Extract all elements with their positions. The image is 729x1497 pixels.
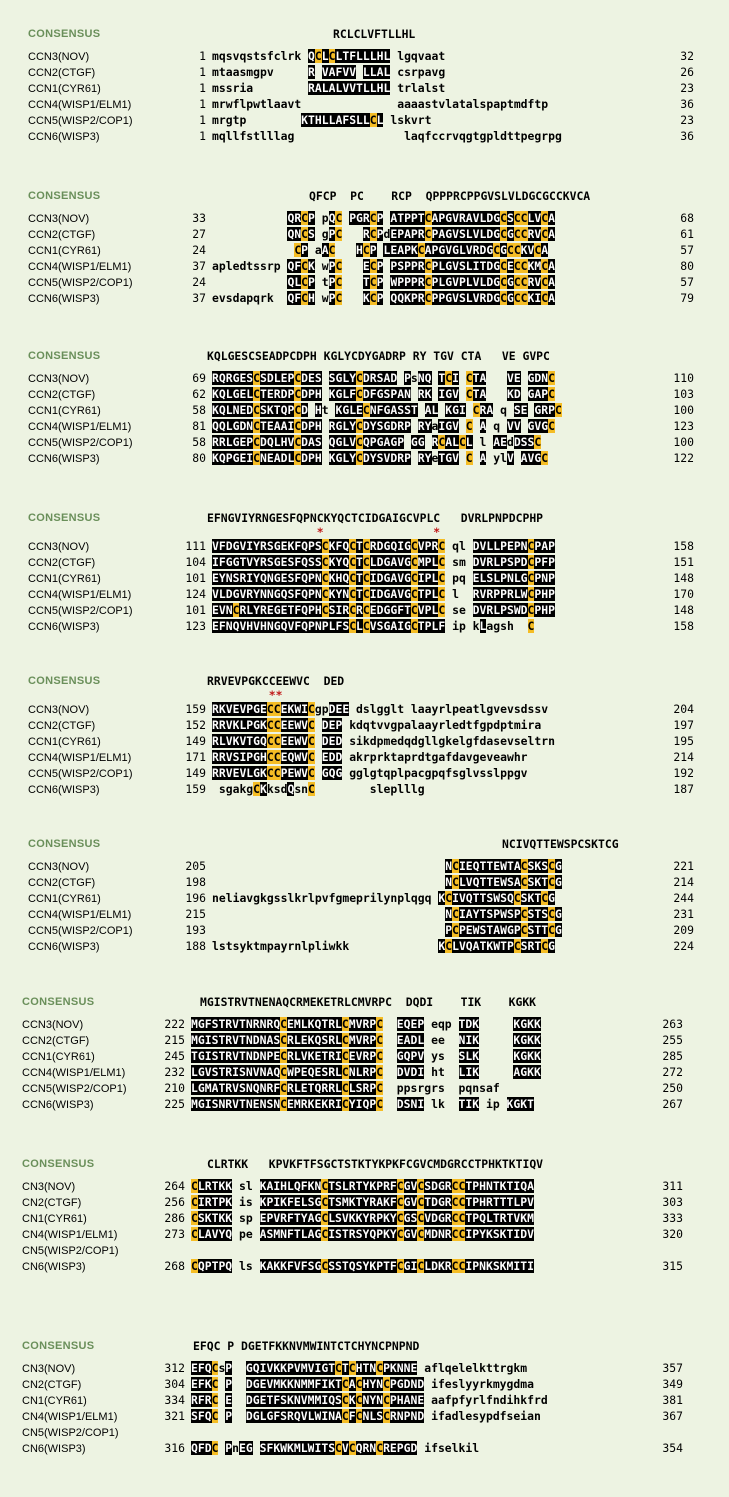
- alignment-row: [22, 1362, 683, 1376]
- sequence-residues: SFQC P DGLGFSRQVLWINACFCNLSCRNPND ifadlesypdfseian: [191, 1409, 541, 1423]
- alignment-row: [28, 436, 694, 450]
- sequence-start-position: 62: [192, 387, 206, 401]
- sequence-start-position: 69: [192, 371, 206, 385]
- consensus-sequence: NCIVQTTEWSPCSKTCG: [502, 837, 619, 851]
- sequence-name: CCN1(CYR61): [28, 83, 101, 95]
- sequence-end-position: 209: [673, 923, 694, 937]
- alignment-row: [28, 50, 694, 64]
- sequence-residues: CSKTKK sp EPVRFTYAGCLSVKKYRPKYCGSCVDGRCCTPQLTRTVKM: [191, 1211, 534, 1225]
- alignment-row: [28, 404, 694, 418]
- sequence-end-position: 214: [673, 750, 694, 764]
- consensus-label: CONSENSUS: [28, 28, 101, 40]
- alignment-row: [28, 892, 694, 906]
- sequence-name: CCN6(WISP3): [28, 941, 100, 953]
- sequence-end-position: 320: [662, 1227, 683, 1241]
- consensus-sequence: EFQC P DGETFKKNVMWINTCTCHYNCPNPND: [193, 1339, 420, 1353]
- alignment-row: [28, 876, 694, 890]
- alignment-row: [28, 228, 694, 242]
- consensus-label: CONSENSUS: [28, 350, 101, 362]
- sequence-residues: VLDGVRYNNGQSFQPNCKYNCTCIDGAVGCTPLC l RVRPPRLWCPHP: [212, 587, 555, 601]
- sequence-start-position: 225: [164, 1097, 185, 1111]
- alignment-row: [28, 420, 694, 434]
- sequence-residues: QQLGDNCTEAAICDPH RGLYCDYSGDRP RYaIGV C A q VV GVGC: [212, 419, 555, 433]
- sequence-start-position: 188: [185, 939, 206, 953]
- sequence-name: CCN4(WISP1/ELM1): [22, 1067, 126, 1079]
- sequence-name: CCN5(WISP2/COP1): [28, 115, 133, 127]
- sequence-residues: VFDGVIYRSGEKFQPSCKFQCTCRDGQIGCVPRC ql DVLLPEPNCPAP: [212, 539, 555, 553]
- sequence-residues: mtaasmgpv R VAFVV LLAL csrpavg: [212, 65, 446, 79]
- alignment-row: [28, 292, 694, 306]
- conserved-cysteine-markers: * *: [207, 525, 441, 539]
- sequence-name: CCN3(NOV): [22, 1019, 84, 1031]
- sequence-start-position: 334: [164, 1393, 185, 1407]
- sequence-name: CCN3(NOV): [28, 51, 90, 63]
- sequence-name: CN2(CTGF): [22, 1197, 82, 1209]
- sequence-end-position: 204: [673, 702, 694, 716]
- consensus-label: CONSENSUS: [22, 996, 95, 1008]
- sequence-residues: IFGGTVYRSGESFQSSCKYQCTCLDGAVGCMPLC sm DVRLPSPDCPFP: [212, 555, 555, 569]
- sequence-start-position: 215: [164, 1033, 185, 1047]
- sequence-end-position: 68: [680, 211, 694, 225]
- sequence-residues: EFNQVHVHNGQVFQPNPLFSCLCVSGAIGCTPLF ip kLagsh C: [212, 619, 535, 633]
- sequence-end-position: 103: [673, 387, 694, 401]
- consensus-label: CONSENSUS: [28, 838, 101, 850]
- sequence-name: CN3(NOV): [22, 1363, 76, 1375]
- alignment-row: [28, 82, 694, 96]
- sequence-name: CCN3(NOV): [28, 861, 90, 873]
- alignment-row: [28, 604, 694, 618]
- sequence-end-position: 61: [680, 227, 694, 241]
- consensus-label: CONSENSUS: [28, 512, 101, 524]
- sequence-end-position: 255: [662, 1033, 683, 1047]
- sequence-start-position: 264: [164, 1179, 185, 1193]
- alignment-row: [22, 1098, 683, 1112]
- sequence-start-position: 81: [192, 419, 206, 433]
- sequence-name: CN4(WISP1/ELM1): [22, 1229, 118, 1241]
- sequence-start-position: 312: [164, 1361, 185, 1375]
- sequence-end-position: 381: [662, 1393, 683, 1407]
- sequence-name: CCN1(CYR61): [28, 573, 101, 585]
- sequence-start-position: 286: [164, 1211, 185, 1225]
- sequence-name: CN3(NOV): [22, 1181, 76, 1193]
- sequence-end-position: 32: [680, 49, 694, 63]
- sequence-start-position: 1: [199, 97, 206, 111]
- sequence-start-position: 205: [185, 859, 206, 873]
- sequence-name: CCN6(WISP3): [28, 784, 100, 796]
- sequence-end-position: 311: [662, 1179, 683, 1193]
- sequence-end-position: 23: [680, 81, 694, 95]
- sequence-end-position: 100: [673, 435, 694, 449]
- sequence-start-position: 58: [192, 435, 206, 449]
- sequence-name: CCN1(CYR61): [28, 245, 101, 257]
- sequence-name: CCN1(CYR61): [28, 736, 101, 748]
- sequence-start-position: 152: [185, 718, 206, 732]
- sequence-residues: QRCP pQC PGRCP ATPPTCAPGVRAVLDGCSCCLVCA: [287, 211, 555, 225]
- sequence-residues: apledtssrp QFCK wPC ECP PSPPRCPLGVSLITDGCECCKMCA: [212, 259, 555, 273]
- sequence-name: CCN1(CYR61): [28, 893, 101, 905]
- consensus-label: CONSENSUS: [22, 1340, 95, 1352]
- sequence-residues: LGVSTRISNVNAQCWPEQESRLCNLRPC DVDI ht LIK AGKK: [191, 1065, 541, 1079]
- consensus-sequence: MGISTRVTNENAQCRMEKETRLCMVRPC DQDI TIK KGKK: [200, 995, 537, 1009]
- sequence-start-position: 215: [185, 907, 206, 921]
- sequence-start-position: 196: [185, 891, 206, 905]
- sequence-start-position: 24: [192, 275, 206, 289]
- sequence-name: CCN5(WISP2/COP1): [28, 605, 133, 617]
- alignment-row: [28, 66, 694, 80]
- sequence-start-position: 24: [192, 243, 206, 257]
- alignment-row: [28, 98, 694, 112]
- sequence-start-position: 37: [192, 259, 206, 273]
- sequence-end-position: 122: [673, 451, 694, 465]
- sequence-end-position: 158: [673, 539, 694, 553]
- consensus-sequence: EFNGVIYRNGESFQPNCKYQCTCIDGAIGCVPLC DVRLPNPDCPHP: [207, 511, 544, 525]
- sequence-residues: RRVEVLGKCCPEWVC GQG gglgtqplpacgpqfsglvsslppgv: [212, 766, 528, 780]
- sequence-name: CCN3(NOV): [28, 704, 90, 716]
- sequence-residues: MGISNRVTNENSNCEMRKEKRICYIQPC DSNI lk TIK ip KGKT: [191, 1097, 534, 1111]
- sequence-end-position: 23: [680, 113, 694, 127]
- sequence-residues: CQPTPQ ls KAKKFVFSGCSSTQSYKPTFCGICLDKRCCIPNKSKMITI: [191, 1259, 534, 1273]
- alignment-row: [22, 1378, 683, 1392]
- alignment-row: [28, 556, 694, 570]
- sequence-start-position: 245: [164, 1049, 185, 1063]
- sequence-start-position: 123: [185, 619, 206, 633]
- alignment-row: [28, 452, 694, 466]
- sequence-residues: PCPEWSTAWGPCSTTCG: [445, 923, 562, 937]
- sequence-end-position: 357: [662, 1361, 683, 1375]
- sequence-name: CCN6(WISP3): [28, 453, 100, 465]
- consensus-label: CONSENSUS: [28, 190, 101, 202]
- alignment-row: [28, 908, 694, 922]
- sequence-end-position: 285: [662, 1049, 683, 1063]
- sequence-start-position: 159: [185, 782, 206, 796]
- alignment-row: [22, 1410, 683, 1424]
- sequence-residues: EFKC P DGEVMKKNMMFIKTCACHYNCPGDND ifeslyyrkmygdma: [191, 1377, 534, 1391]
- sequence-start-position: 1: [199, 113, 206, 127]
- sequence-name: CCN5(WISP2/COP1): [22, 1083, 127, 1095]
- sequence-residues: RRLGEPCDQLHVCDAS QGLVCQPGAGP GG RCALCL l AEdDSSC: [212, 435, 542, 449]
- sequence-residues: KQPGEICNEADLCDPH KGLYCDYSVDRP RYeTGV C A ylV AVGC: [212, 451, 549, 465]
- sequence-residues: KQLGELCTERDPCDPH KGLFCDFGSPAN RK IGV CTA KD GAPC: [212, 387, 555, 401]
- sequence-residues: lstsyktmpayrnlpliwkk KCLVQATKWTPCSRTCG: [212, 939, 555, 953]
- sequence-end-position: 110: [673, 371, 694, 385]
- sequence-name: CN1(CYR61): [22, 1213, 87, 1225]
- sequence-residues: RKVEVPGECCEKWICgpDEE dslgglt laayrlpeatlgvevsdssv: [212, 702, 549, 716]
- alignment-row: [22, 1394, 683, 1408]
- sequence-end-position: 244: [673, 891, 694, 905]
- sequence-end-position: 158: [673, 619, 694, 633]
- sequence-end-position: 231: [673, 907, 694, 921]
- sequence-name: CCN4(WISP1/ELM1): [28, 421, 132, 433]
- sequence-residues: RRVKLPGKCCEEWVC DEP kdqtvvgpalaayrledtfgpdptmira: [212, 718, 542, 732]
- sequence-residues: RLVKVTGQCCEEWVC DED sikdpmedqdgllgkelgfdasevseltrn: [212, 734, 555, 748]
- sequence-residues: TGISTRVTNDNPECRLVKETRICEVRPC GQPV ys SLK KGKK: [191, 1049, 541, 1063]
- sequence-name: CCN5(WISP2/COP1): [28, 277, 133, 289]
- sequence-end-position: 221: [673, 859, 694, 873]
- sequence-end-position: 26: [680, 65, 694, 79]
- consensus-sequence: QFCP PC RCP QPPPRCPPGVSLVLDGCGCCKVCA: [309, 189, 591, 203]
- alignment-row: [22, 1180, 683, 1194]
- sequence-start-position: 232: [164, 1065, 185, 1079]
- alignment-row: [22, 1066, 683, 1080]
- sequence-start-position: 149: [185, 766, 206, 780]
- sequence-residues: mqllfstlllag laqfccrvqgtgpldttpegrpg: [212, 129, 562, 143]
- sequence-residues: MGISTRVTNDNASCRLEKQSRLCMVRPC EADL ee NIK KGKK: [191, 1033, 541, 1047]
- sequence-residues: LGMATRVSNQNRFCRLETQRRLCLSRPC ppsrgrs pqnsaf: [191, 1081, 500, 1095]
- sequence-start-position: 124: [185, 587, 206, 601]
- sequence-name: CCN4(WISP1/ELM1): [28, 261, 132, 273]
- sequence-name: CCN4(WISP1/ELM1): [28, 99, 132, 111]
- sequence-end-position: 36: [680, 97, 694, 111]
- alignment-row: [22, 1034, 683, 1048]
- alignment-row: [22, 1426, 683, 1440]
- alignment-row: [22, 1260, 683, 1274]
- consensus-sequence: RCLCLVFTLLHL: [333, 27, 416, 41]
- sequence-start-position: 193: [185, 923, 206, 937]
- alignment-row: [28, 940, 694, 954]
- sequence-residues: QLCP tPC TCP WPPPRCPLGVPLVLDGCGCCRVCA: [287, 275, 555, 289]
- sequence-name: CN2(CTGF): [22, 1379, 82, 1391]
- alignment-row: [28, 860, 694, 874]
- alignment-row: [28, 114, 694, 128]
- alignment-row: [22, 1018, 683, 1032]
- alignment-row: [28, 372, 694, 386]
- sequence-residues: CIRTPK is KPIKFELSGCTSMKTYRAKFCGVCTDGRCCTPHRTTTLPV: [191, 1195, 534, 1209]
- sequence-end-position: 367: [662, 1409, 683, 1423]
- sequence-name: CCN6(WISP3): [22, 1099, 94, 1111]
- sequence-name: CCN2(CTGF): [28, 877, 96, 889]
- sequence-end-position: 187: [673, 782, 694, 796]
- sequence-name: CCN5(WISP2/COP1): [28, 768, 133, 780]
- sequence-residues: NCLVQTTEWSACSKTCG: [445, 875, 562, 889]
- sequence-residues: EVNCRLYREGETFQPHCSIRCRCEDGGFTCVPLC se DVRLPSWDCPHP: [212, 603, 555, 617]
- sequence-residues: NCIAYTSPWSPCSTSCG: [445, 907, 562, 921]
- alignment-row: [28, 540, 694, 554]
- alignment-row: [22, 1228, 683, 1242]
- sequence-end-position: 57: [680, 243, 694, 257]
- alignment-row: [28, 588, 694, 602]
- alignment-row: [28, 767, 694, 781]
- consensus-sequence: CLRTKK KPVKFTFSGCTSTKTYKPKFCGVCMDGRCCTPHKTKTIQV: [207, 1157, 544, 1171]
- sequence-end-position: 195: [673, 734, 694, 748]
- alignment-row: [22, 1442, 683, 1456]
- sequence-residues: MGFSTRVTNRNRQCEMLKQTRLCMVRPC EQEP eqp TDK KGKK: [191, 1017, 541, 1031]
- sequence-name: CCN6(WISP3): [28, 131, 100, 143]
- alignment-row: [22, 1082, 683, 1096]
- sequence-residues: mrgtp KTHLLAFSLLCL lskvrt: [212, 113, 432, 127]
- sequence-end-position: 272: [662, 1065, 683, 1079]
- consensus-sequence: KQLGESCSEADPCDPH KGLYCDYGADRP RY TGV CTA VE GVPC: [207, 349, 550, 363]
- sequence-name: CCN1(CYR61): [28, 405, 101, 417]
- sequence-end-position: 100: [673, 403, 694, 417]
- sequence-residues: sgakgCKksdQsnC sleplllg: [218, 782, 425, 796]
- sequence-start-position: 268: [164, 1259, 185, 1273]
- sequence-residues: RQRGESCSDLEPCDES SGLYCDRSAD PsNQ TCI CTA VE GDNC: [212, 371, 555, 385]
- sequence-end-position: 224: [673, 939, 694, 953]
- sequence-name: CN5(WISP2/COP1): [22, 1245, 119, 1257]
- sequence-end-position: 250: [662, 1081, 683, 1095]
- sequence-residues: KQLNEDCSKTQPCD Ht KGLECNFGASST AL KGI CRA q SE GRPC: [212, 403, 562, 417]
- sequence-name: CCN2(CTGF): [28, 67, 96, 79]
- sequence-name: CCN1(CYR61): [22, 1051, 95, 1063]
- sequence-end-position: 170: [673, 587, 694, 601]
- sequence-name: CCN4(WISP1/ELM1): [28, 589, 132, 601]
- consensus-label: CONSENSUS: [22, 1158, 95, 1170]
- sequence-name: CCN3(NOV): [28, 541, 90, 553]
- sequence-residues: mssria RALALVVTLLHL trlalst: [212, 81, 446, 95]
- sequence-start-position: 37: [192, 291, 206, 305]
- sequence-end-position: 57: [680, 275, 694, 289]
- sequence-end-position: 267: [662, 1097, 683, 1111]
- sequence-residues: mrwflpwtlaavt aaaastvlatalspaptmdftp: [212, 97, 549, 111]
- alignment-row: [22, 1050, 683, 1064]
- sequence-end-position: 315: [662, 1259, 683, 1273]
- sequence-residues: CLAVYQ pe ASMNFTLAGCISTRSYQPKYCGVCMDNRCCIPYKSKTIDV: [191, 1227, 534, 1241]
- sequence-start-position: 159: [185, 702, 206, 716]
- sequence-end-position: 148: [673, 571, 694, 585]
- sequence-start-position: 27: [192, 227, 206, 241]
- sequence-start-position: 256: [164, 1195, 185, 1209]
- alignment-row: [28, 572, 694, 586]
- sequence-name: CN6(WISP3): [22, 1261, 86, 1273]
- sequence-start-position: 198: [185, 875, 206, 889]
- sequence-residues: NCIEQTTEWTACSKSCG: [445, 859, 562, 873]
- sequence-residues: QNCS gPC RCPdEPAPRCPAGVSLVLDGCGCCRVCA: [287, 227, 555, 241]
- sequence-start-position: 58: [192, 403, 206, 417]
- alignment-row: [28, 735, 694, 749]
- alignment-row: [22, 1244, 683, 1258]
- sequence-start-position: 80: [192, 451, 206, 465]
- alignment-row: [28, 924, 694, 938]
- sequence-name: CCN2(CTGF): [28, 557, 96, 569]
- consensus-label: CONSENSUS: [28, 675, 101, 687]
- sequence-end-position: 148: [673, 603, 694, 617]
- sequence-start-position: 316: [164, 1441, 185, 1455]
- sequence-residues: EFQCsP GQIVKKPVMVIGTCTCHTNCPKNNE aflqelelkttrgkm: [191, 1361, 528, 1375]
- sequence-name: CN1(CYR61): [22, 1395, 87, 1407]
- sequence-end-position: 80: [680, 259, 694, 273]
- sequence-start-position: 321: [164, 1409, 185, 1423]
- sequence-start-position: 210: [164, 1081, 185, 1095]
- sequence-residues: CLRTKK sl KAIHLQFKNCTSLRTYKPRFCGVCSDGRCCTPHNTKTIQA: [191, 1179, 534, 1193]
- alignment-row: [28, 751, 694, 765]
- sequence-start-position: 222: [164, 1017, 185, 1031]
- sequence-end-position: 354: [662, 1441, 683, 1455]
- alignment-row: [28, 620, 694, 634]
- sequence-residues: CP aAC HCP LEAPKCAPGVGLVRDGCGCCKVCA: [294, 243, 549, 257]
- alignment-row: [28, 276, 694, 290]
- sequence-start-position: 101: [185, 603, 206, 617]
- sequence-start-position: 1: [199, 81, 206, 95]
- sequence-name: CCN3(NOV): [28, 373, 90, 385]
- alignment-row: [28, 783, 694, 797]
- sequence-name: CCN2(CTGF): [22, 1035, 90, 1047]
- sequence-name: CCN2(CTGF): [28, 720, 96, 732]
- sequence-residues: RRVSIPGHCCEQWVC EDD akrprktaprdtgafdavgeveawhr: [212, 750, 528, 764]
- sequence-end-position: 333: [662, 1211, 683, 1225]
- sequence-start-position: 149: [185, 734, 206, 748]
- sequence-name: CN5(WISP2/COP1): [22, 1427, 119, 1439]
- sequence-name: CCN5(WISP2/COP1): [28, 925, 133, 937]
- sequence-start-position: 111: [185, 539, 206, 553]
- sequence-start-position: 1: [199, 49, 206, 63]
- sequence-start-position: 273: [164, 1227, 185, 1241]
- alignment-row: [22, 1196, 683, 1210]
- sequence-start-position: 101: [185, 571, 206, 585]
- sequence-end-position: 197: [673, 718, 694, 732]
- alignment-row: [28, 244, 694, 258]
- sequence-residues: neliavgkgsslkrlpvfgmeprilynplqgq KCIVQTTSWSQCSKTCG: [212, 891, 555, 905]
- alignment-row: [28, 130, 694, 144]
- sequence-end-position: 303: [662, 1195, 683, 1209]
- consensus-sequence: RRVEVPGKCCEEWVC DED: [207, 674, 345, 688]
- sequence-end-position: 151: [673, 555, 694, 569]
- sequence-residues: mqsvqstsfclrk QCLCLTFLLLHL lgqvaat: [212, 49, 446, 63]
- sequence-end-position: 123: [673, 419, 694, 433]
- sequence-end-position: 214: [673, 875, 694, 889]
- sequence-residues: QFDC PnEG SFKWKMLWITSCVCQRNCREPGD ifselkil: [191, 1441, 480, 1455]
- sequence-name: CCN4(WISP1/ELM1): [28, 752, 132, 764]
- sequence-name: CCN2(CTGF): [28, 389, 96, 401]
- sequence-name: CCN2(CTGF): [28, 229, 96, 241]
- alignment-row: [28, 212, 694, 226]
- sequence-end-position: 79: [680, 291, 694, 305]
- alignment-row: [22, 1212, 683, 1226]
- sequence-end-position: 192: [673, 766, 694, 780]
- alignment-row: [28, 719, 694, 733]
- sequence-residues: EYNSRIYQNGESFQPNCKHQCTCIDGAVGCIPLC pq ELSLPNLGCPNP: [212, 571, 555, 585]
- sequence-start-position: 1: [199, 129, 206, 143]
- alignment-row: [28, 260, 694, 274]
- sequence-name: CCN5(WISP2/COP1): [28, 437, 133, 449]
- sequence-residues: evsdapqrk QFCH wPC KCP QQKPRCPPGVSLVRDGCGCCKICA: [212, 291, 555, 305]
- sequence-name: CCN4(WISP1/ELM1): [28, 909, 132, 921]
- sequence-end-position: 349: [662, 1377, 683, 1391]
- sequence-name: CN4(WISP1/ELM1): [22, 1411, 118, 1423]
- sequence-start-position: 171: [185, 750, 206, 764]
- sequence-name: CCN3(NOV): [28, 213, 90, 225]
- sequence-start-position: 104: [185, 555, 206, 569]
- sequence-residues: RFRC E DGETFSKNVMMIQSCKCNYNCPHANE aafpfyrlfndihkfrd: [191, 1393, 548, 1407]
- alignment-row: [28, 703, 694, 717]
- sequence-start-position: 33: [192, 211, 206, 225]
- sequence-start-position: 304: [164, 1377, 185, 1391]
- sequence-name: CCN6(WISP3): [28, 621, 100, 633]
- sequence-end-position: 263: [662, 1017, 683, 1031]
- alignment-row: [28, 388, 694, 402]
- sequence-name: CCN6(WISP3): [28, 293, 100, 305]
- sequence-end-position: 36: [680, 129, 694, 143]
- conserved-cysteine-markers: **: [207, 688, 283, 702]
- sequence-start-position: 1: [199, 65, 206, 79]
- sequence-name: CN6(WISP3): [22, 1443, 86, 1455]
